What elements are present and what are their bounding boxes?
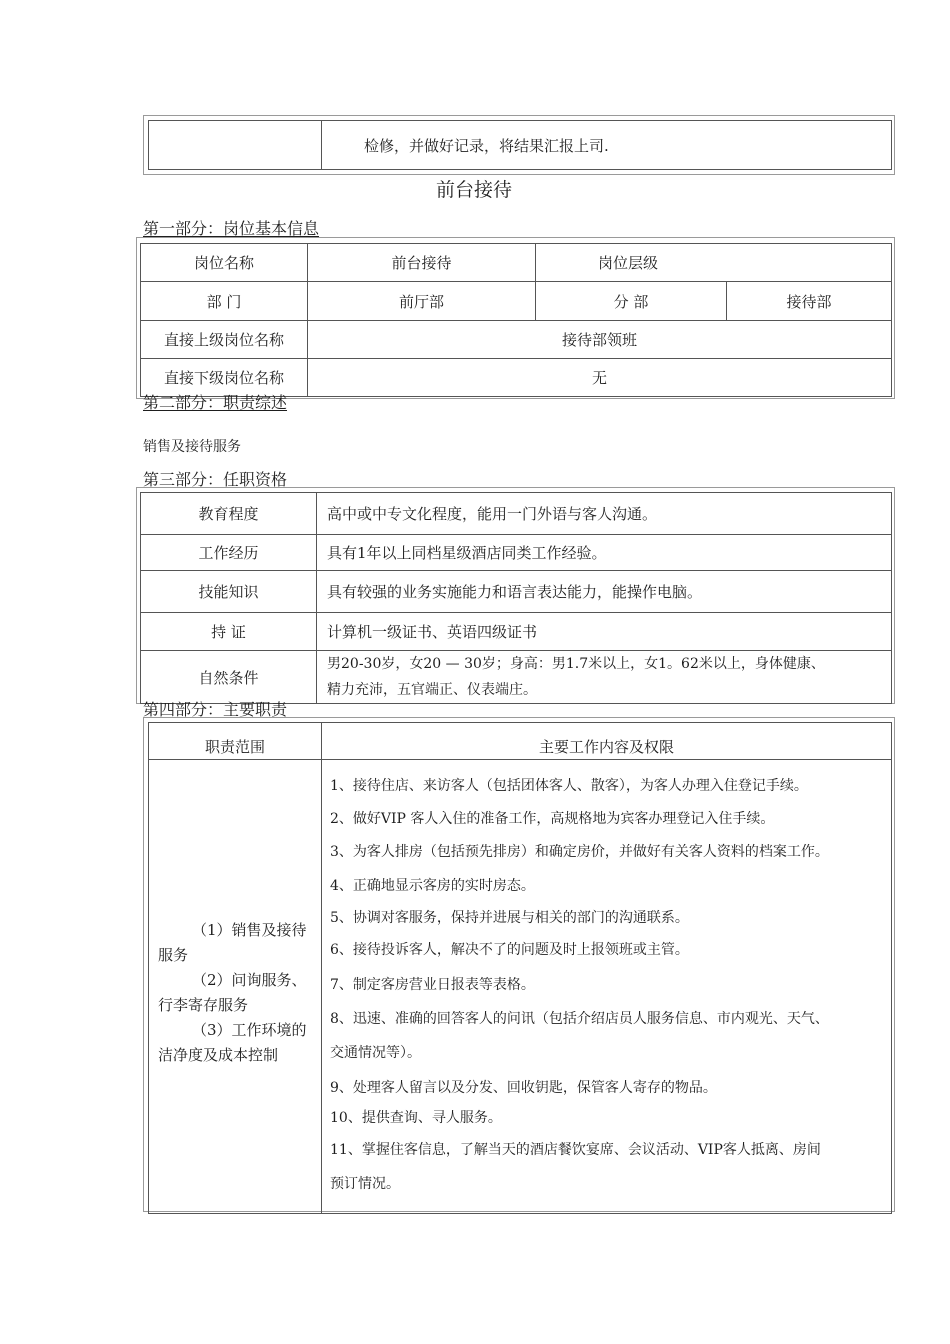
department-value: 前厅部 — [308, 282, 536, 321]
duty-item: 11、掌握住客信息，了解当天的酒店餐饮宴席、会议活动、VIP客人抵离、房间 — [330, 1142, 821, 1158]
duty-item-continued: 预订情况。 — [330, 1176, 400, 1192]
scope-line: 洁净度及成本控制 — [158, 1045, 279, 1064]
department-label: 部 门 — [141, 282, 308, 321]
duty-item: 10、提供查询、寻人服务。 — [330, 1110, 502, 1126]
scope-line: （1）销售及接待 — [192, 920, 307, 939]
top-table-text: 检修，并做好记录，将结果汇报上司. — [322, 121, 892, 170]
natural-conditions-line1: 男20-30岁，女20 — 30岁；身高：男1.7米以上，女1。62米以上，身体健康、 — [327, 656, 825, 672]
doc-title: 前台接待 — [436, 179, 513, 201]
qual-row-label: 持 证 — [141, 613, 317, 651]
part3-heading: 第三部分：任职资格 — [143, 470, 288, 489]
part2-summary: 销售及接待服务 — [143, 439, 241, 455]
qual-row-value: 具有1年以上同档星级酒店同类工作经验。 — [317, 535, 892, 571]
scope-line: （3）工作环境的 — [192, 1020, 307, 1039]
scope-line: （2）问询服务、 — [192, 970, 307, 989]
qual-row-label: 技能知识 — [141, 571, 317, 613]
top-table — [148, 120, 892, 170]
superior-label: 直接上级岗位名称 — [141, 321, 308, 359]
part4-heading: 第四部分：主要职责 — [143, 700, 288, 719]
qual-row-value: 高中或中专文化程度，能用一门外语与客人沟通。 — [317, 493, 892, 535]
duty-item: 5、协调对客服务，保持并进展与相关的部门的沟通联系。 — [330, 910, 689, 926]
part2-heading: 第二部分：职责综述 — [143, 393, 288, 412]
part1-heading: 第一部分：岗位基本信息 — [143, 219, 320, 238]
scope-line: 行李寄存服务 — [158, 995, 249, 1014]
col-scope-header: 职责范围 — [149, 723, 322, 760]
duties-table — [148, 722, 892, 1214]
subordinate-label: 直接下级岗位名称 — [141, 359, 308, 397]
position-name-value: 前台接待 — [308, 244, 536, 282]
duty-item: 1、接待住店、来访客人（包括团体客人、散客），为客人办理入住登记手续。 — [330, 778, 808, 794]
duties-cell — [322, 760, 892, 1214]
position-level-label: 岗位层级 — [536, 244, 892, 282]
natural-conditions-line2: 精力充沛，五官端正、仪表端庄。 — [327, 682, 537, 698]
top-table-empty-cell — [149, 121, 322, 170]
col-content-header: 主要工作内容及权限 — [322, 723, 892, 760]
duty-item: 7、制定客房营业日报表等表格。 — [330, 977, 535, 993]
duty-item-continued: 交通情况等）。 — [330, 1045, 421, 1061]
superior-value: 接待部领班 — [308, 321, 892, 359]
basic-info-table — [140, 243, 892, 397]
qual-row-value: 计算机一级证书、英语四级证书 — [317, 613, 892, 651]
duty-item: 6、接待投诉客人，解决不了的问题及时上报领班或主管。 — [330, 942, 689, 958]
scope-line: 服务 — [158, 945, 189, 964]
scope-cell — [149, 760, 322, 1214]
duty-item: 3、为客人排房（包括预先排房）和确定房价，并做好有关客人资料的档案工作。 — [330, 844, 829, 860]
division-value: 接待部 — [727, 282, 892, 321]
subordinate-value: 无 — [308, 359, 892, 397]
qual-row-label: 工作经历 — [141, 535, 317, 571]
duty-item: 4、正确地显示客房的实时房态。 — [330, 878, 535, 894]
duty-item: 8、迅速、准确的回答客人的问讯（包括介绍店员人服务信息、市内观光、天气、 — [330, 1011, 829, 1027]
qual-row-value: 具有较强的业务实施能力和语言表达能力，能操作电脑。 — [317, 571, 892, 613]
duty-item: 2、做好VIP 客人入住的准备工作，高规格地为宾客办理登记入住手续。 — [330, 811, 775, 827]
division-label: 分 部 — [536, 282, 727, 321]
position-name-label: 岗位名称 — [141, 244, 308, 282]
qualification-table — [140, 492, 892, 704]
duty-item: 9、处理客人留言以及分发、回收钥匙，保管客人寄存的物品。 — [330, 1080, 717, 1096]
qual-row-label: 自然条件 — [141, 651, 317, 704]
qual-row-label: 教育程度 — [141, 493, 317, 535]
qual-row-value — [317, 651, 892, 704]
